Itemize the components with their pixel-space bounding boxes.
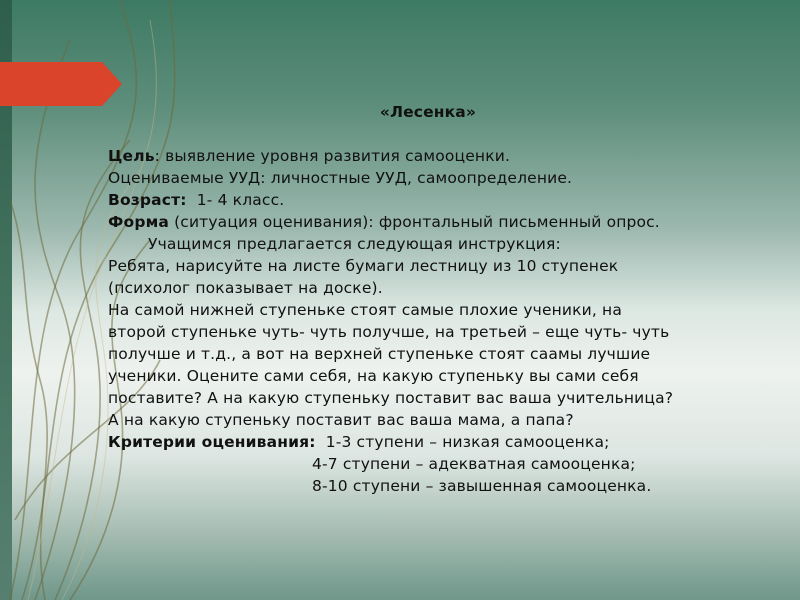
- form-label: Форма: [108, 213, 169, 231]
- instruction-line: второй ступеньке чуть- чуть получше, на третьей – еще чуть- чуть: [108, 323, 670, 341]
- instruction-line: А на какую ступеньку поставит вас ваша мама, а папа?: [108, 411, 574, 429]
- instruction-line: На самой нижней ступеньке стоят самые плохие ученики, на: [108, 301, 622, 319]
- criteria-item: 1-3 ступени – низкая самооценка;: [315, 433, 610, 451]
- form-line: [108, 211, 788, 233]
- slide-title: «Лесенка»: [379, 103, 477, 121]
- instruction-line: Ребята, нарисуйте на листе бумаги лестницу из 10 ступенек: [108, 257, 619, 275]
- age-label: Возраст:: [108, 191, 187, 209]
- form-text: (ситуация оценивания): фронтальный письменный опрос.: [169, 213, 660, 231]
- instruction-intro: Учащимся предлагается следующая инструкция:: [148, 235, 561, 253]
- slide-content: [108, 96, 788, 497]
- criteria-item: 8-10 ступени – завышенная самооценка.: [312, 477, 652, 495]
- goal-line: [108, 145, 788, 167]
- criteria-line: [108, 431, 788, 453]
- goal-label: Цель: [108, 147, 155, 165]
- goal-text: : выявление уровня развития самооценки.: [154, 147, 511, 165]
- accent-arrow-shape: [0, 62, 122, 106]
- instruction-line: ученики. Оцените сами себя, на какую ступеньку вы сами себя: [108, 367, 639, 385]
- instruction-line: получше и т.д., а вот на верхней ступеньке стоят саамы лучшие: [108, 345, 651, 363]
- instruction-line: поставите? А на какую ступеньку поставит вас ваша учительница?: [108, 389, 674, 407]
- age-line: [108, 189, 788, 211]
- age-text: 1- 4 класс.: [186, 191, 285, 209]
- criteria-item: 4-7 ступени – адекватная самооценка;: [312, 455, 636, 473]
- instruction-line: (психолог показывает на доске).: [108, 279, 383, 297]
- criteria-label: Критерии оценивания:: [108, 433, 316, 451]
- uud-line: Оцениваемые УУД: личностные УУД, самоопределение.: [108, 169, 573, 187]
